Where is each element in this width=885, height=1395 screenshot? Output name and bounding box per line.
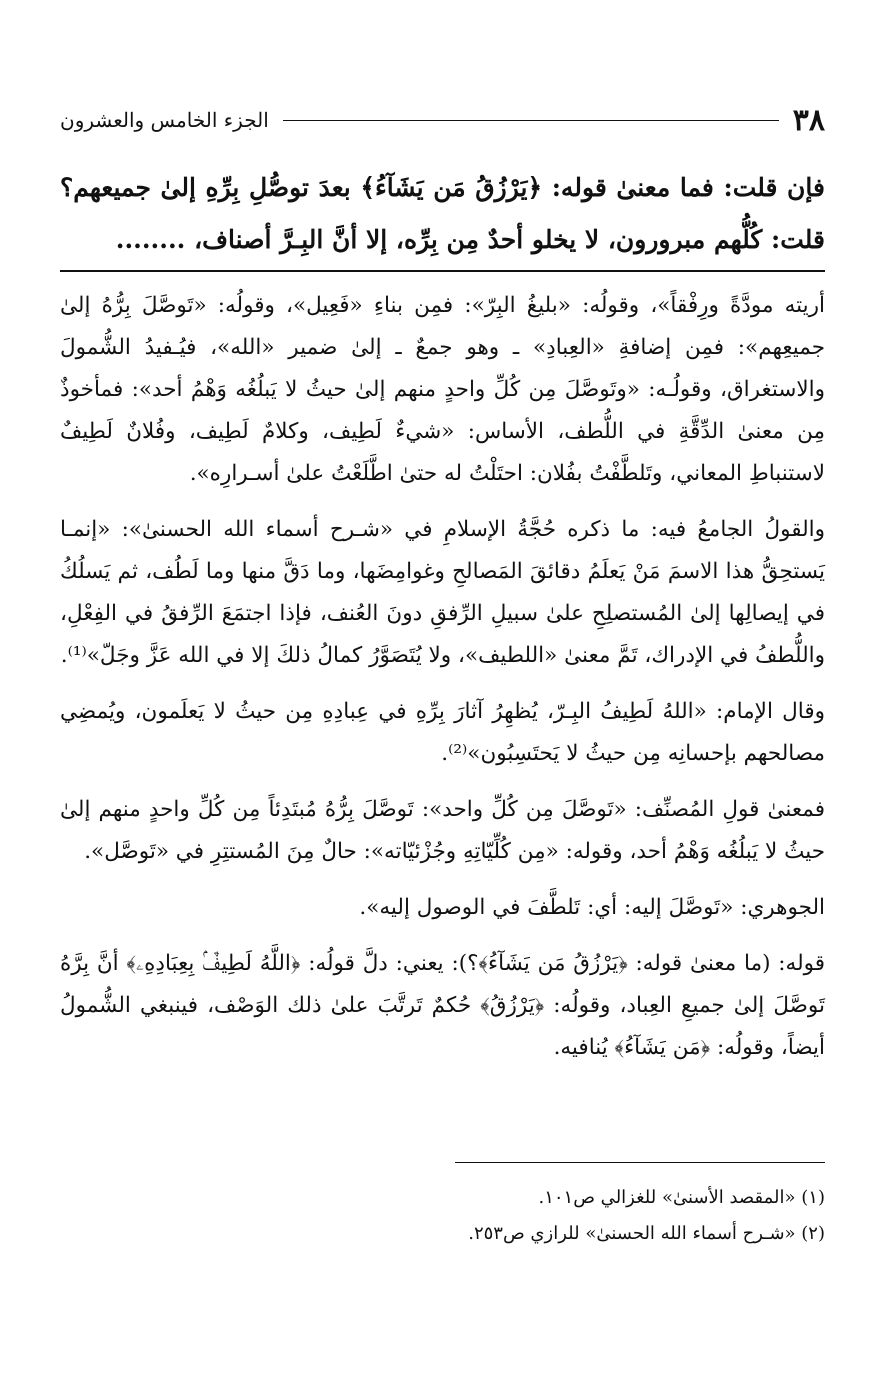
running-title: الجزء الخامس والعشرون [60, 108, 269, 132]
footnotes [60, 1180, 825, 1252]
matn-divider [60, 270, 825, 272]
commentary [60, 285, 825, 1083]
commentary-paragraph: الجوهري: «تَوصَّلَ إليه: أي: تَلطَّفَ في الوصول إليه». [359, 895, 825, 920]
footnote-2: (٢) «شـرح أسماء الله الحسنىٰ» للرازي ص٢٥٣. [468, 1223, 825, 1244]
footnote-divider [455, 1162, 825, 1163]
header-rule [283, 120, 779, 121]
page-header [60, 95, 825, 145]
commentary-paragraph: وقال الإمام: «اللهُ لَطِيفُ البِـرّ، يُظهِرُ آثارَ بِرِّهِ في عِبادِهِ مِن حيثُ لا يَعلَمون، ويُمضِي مصالحهم بإحسانِه مِن حيثُ لا يَحتَسِبُون»⁽²⁾. [60, 699, 825, 766]
commentary-paragraph: فمعنىٰ قولِ المُصنِّف: «تَوصَّلَ مِن كُلِّ واحد»: تَوصَّلَ بِرُّهُ مُبتَدِئاً مِن كُلِّ واحدٍ منهم إلىٰ حيثُ لا يَبلُغُه وَهْمُ أحد، وقوله: «مِن كُلِّيّاتِهِ وجُزْئيّاته»: حالٌ مِنَ المُستتِرِ في «تَوصَّل». [60, 797, 825, 864]
commentary-paragraph: والقولُ الجامعُ فيه: ما ذكره حُجَّةُ الإسلامِ في «شـرح أسماء الله الحسنىٰ»: «إنمـا يَستحِقُّ هذا الاسمَ مَنْ يَعلَمُ دقائقَ المَصالحِ وغوامِضَها، وما دَقَّ منها وما لَطُف، ثم يَسلُكُ في إيصالِها إلىٰ المُستصلِحِ علىٰ سبيلِ الرِّفقِ دونَ العُنف، فإذا اجتمَعَ الرِّفقُ في الفِعْلِ، واللُّطفُ في الإدراك، تَمَّ معنىٰ «اللطيف»، ولا يُتَصَوَّرُ كمالُ ذلكَ إلا في الله عَزَّ وجَلّ»⁽¹⁾. [60, 517, 825, 668]
page-number: ٣٨ [792, 102, 825, 138]
commentary-paragraph: أريته مودَّةً ورِفْقاً»، وقولُه: «بليغُ البِرّ»: فمِن بناءِ «فَعِيل»، وقولُه: «تَوصَّلَ بِرُّهُ إلىٰ جميعِهم»: فمِن إضافةِ «العِبادِ» ـ وهو جمعٌ ـ إلىٰ ضمير «الله»، فيُـفيدُ الشُّمولَ والاستغراق، وقولُـه: «وتَوصَّلَ مِن كُلِّ واحدٍ منهم إلىٰ حيثُ لا يَبلُغُه وَهْمُ أحد»: فمأخوذٌ مِن معنىٰ الدِّقَّةِ في اللُّطف، الأساس: «شيءٌ لَطِيف، وكلامٌ لَطِيف، وفُلانٌ لَطِيفٌ لاستنباطِ المعاني، وتَلطَّفْتُ بفُلان: احتَلْتُ له حتىٰ اطَّلَعْتُ علىٰ أسـرارِه». [60, 293, 825, 486]
commentary-paragraph: قوله: (ما معنىٰ قوله: ﴿يَرْزُقُ مَن يَشَآءُ﴾؟): يعني: دلَّ قولُه: ﴿اللَّهُ لَطِيفٌۢ بِعِبَادِهِۦ﴾ أنَّ بِرَّهُ تَوصَّلَ إلىٰ جميعِ العِباد، وقولُه: ﴿يَرْزُقُ﴾ حُكمٌ تَرتَّبَ علىٰ ذلك الوَصْف، فينبغي الشُّمولُ أيضاً، وقولُه: ﴿مَن يَشَآءُ﴾ يُنافيه. [60, 951, 825, 1060]
footnote-1: (١) «المقصد الأسنىٰ» للغزالي ص١٠١. [538, 1187, 825, 1208]
matn-text: فإن قلت: فما معنىٰ قوله: ﴿يَرْزُقُ مَن يَشَآءُ﴾ بعدَ توصُّلِ بِرِّهِ إلىٰ جميعهم؟ قلت: كُلُّهم مبرورون، لا يخلو أحدٌ مِن بِرِّه، إلا أنَّ البِـرَّ أصناف، ........ [60, 173, 825, 254]
